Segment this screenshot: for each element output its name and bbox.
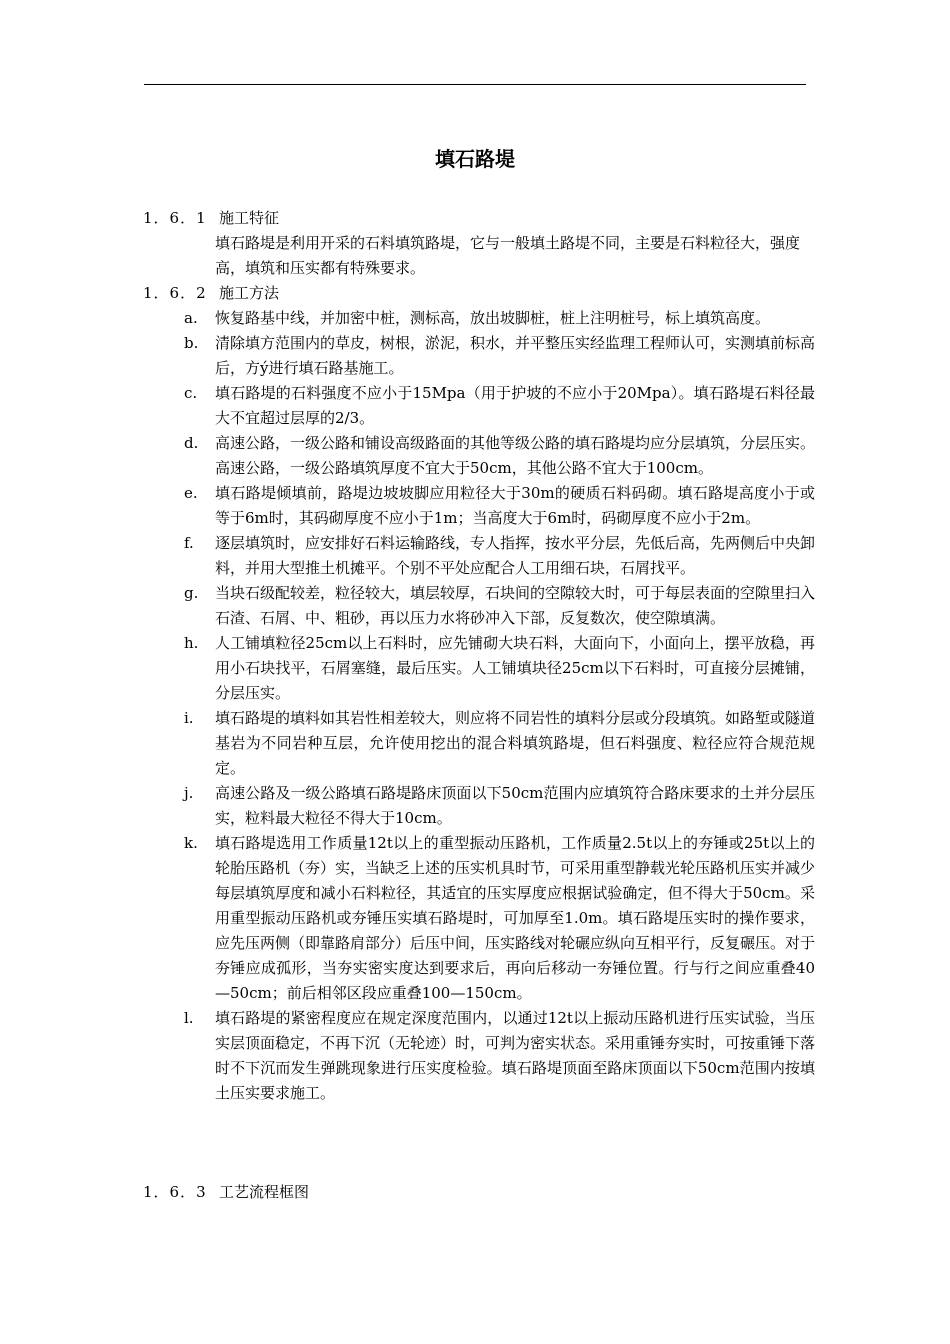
list-item	[170, 306, 815, 331]
list-item	[170, 431, 815, 481]
list-item	[170, 481, 815, 531]
header-rule	[144, 84, 806, 85]
list-item-text: 人工铺填粒径25cm以上石料时，应先铺砌大块石料，大面向下，小面向上，摆平放稳，再用小石块找平，石屑塞缝，最后压实。人工铺填块径25cm以下石料时，可直接分层摊铺，分层压实。	[215, 634, 815, 702]
list-item	[170, 781, 815, 831]
list-item-text: 高速公路，一级公路和铺设高级路面的其他等级公路的填石路堤均应分层填筑，分层压实。高速公路，一级公路填筑厚度不宜大于50cm，其他公路不宜大于100cm。	[215, 434, 816, 477]
list-marker: k.	[184, 834, 198, 852]
list-marker: j.	[184, 784, 194, 802]
list-marker: f.	[184, 534, 194, 552]
list-marker: b.	[184, 334, 199, 352]
list-item	[170, 331, 815, 381]
list-marker: h.	[184, 634, 199, 652]
list-item-text: 恢复路基中线，并加密中桩，测标高，放出坡脚桩，桩上注明桩号，标上填筑高度。	[215, 309, 771, 327]
list-item	[170, 631, 815, 706]
section-title: 施工方法	[219, 284, 280, 302]
section-heading-2	[143, 281, 279, 306]
list-item-text: 填石路堤的紧密程度应在规定深度范围内，以通过12t以上振动压路机进行压实试验，当压实层顶面稳定，不再下沉（无轮迹）时，可判为密实状态。采用重锤夯实时，可按重锤下落时不下沉而发生弹跳现象进行压实度检验。填石路堤顶面至路床顶面以下50cm范围内按填土压实要求施工。	[215, 1009, 816, 1102]
list-item	[170, 706, 815, 781]
list-marker: g.	[184, 584, 199, 602]
list-item-text: 填石路堤选用工作质量12t以上的重型振动压路机，工作质量2.5t以上的夯锤或25t以上的轮胎压路机（夯）实，当缺乏上述的压实机具时节，可采用重型静载光轮压路机压实并减少每层填筑厚度和减小石料粒径，其适宜的压实厚度应根据试验确定，但不得大于50cm。采用重型振动压路机或夯锤压实填石路堤时，可加厚至1.0m。填石路堤压实时的操作要求，应先压两侧（即靠路肩部分）后压中间，压实路线对轮碾应纵向互相平行，反复碾压。对于夯锤应成孤形，当夯实密实度达到要求后，再向后移动一夯锤位置。行与行之间应重叠40—50cm；前后相邻区段应重叠100—150cm。	[215, 834, 816, 1002]
list-marker: a.	[184, 309, 198, 327]
section-title: 施工特征	[219, 209, 280, 227]
list-marker: e.	[184, 484, 198, 502]
section-number: 1．6．1	[143, 209, 207, 227]
list-marker: i.	[184, 709, 194, 727]
list-item-text: 填石路堤的石料强度不应小于15Mpa（用于护坡的不应小于20Mpa）。填石路堤石料径最大不宜超过层厚的2/3。	[215, 384, 815, 427]
page-title: 填石路堤	[435, 147, 515, 171]
list-marker: c.	[184, 384, 198, 402]
list-item	[170, 831, 815, 1006]
list-item-text: 填石路堤的填料如其岩性相差较大，则应将不同岩性的填料分层或分段填筑。如路堑或隧道基岩为不同岩种互层，允许使用挖出的混合料填筑路堤，但石料强度、粒径应符合规范规定。	[215, 709, 816, 777]
list-item-text: 填石路堤倾填前，路堤边坡坡脚应用粒径大于30m的硬质石料码砌。填石路堤高度小于或等于6m时，其码砌厚度不应小于1m；当高度大于6m时，码砌厚度不应小于2m。	[215, 484, 815, 527]
section-number: 1．6．3	[143, 1183, 207, 1201]
list-item	[170, 381, 815, 431]
intro-paragraph: 填石路堤是利用开采的石料填筑路堤，它与一般填土路堤不同，主要是石料粒径大，强度高，填筑和压实都有特殊要求。	[215, 234, 801, 277]
list-marker: d.	[184, 434, 199, 452]
section-heading-1	[143, 206, 279, 231]
section-number: 1．6．2	[143, 284, 207, 302]
list-item-text: 清除填方范围内的草皮，树根，淤泥，积水，并平整压实经监理工程师认可，实测填前标高后，方ý进行填石路基施工。	[215, 334, 816, 377]
list-item	[170, 581, 815, 631]
section-title: 工艺流程框图	[219, 1183, 310, 1201]
list-item-text: 当块石级配较差，粒径较大，填层较厚，石块间的空隙较大时，可于每层表面的空隙里扫入石渣、石屑、中、粗砂，再以压力水将砂冲入下部，反复数次，使空隙填满。	[215, 584, 816, 627]
list-marker: l.	[184, 1009, 194, 1027]
list-item-text: 高速公路及一级公路填石路堤路床顶面以下50cm范围内应填筑符合路床要求的土并分层压实，粒料最大粒径不得大于10cm。	[215, 784, 815, 827]
construction-method-list	[170, 306, 815, 1106]
list-item	[170, 531, 815, 581]
list-item-text: 逐层填筑时，应安排好石料运输路线，专人指挥，按水平分层，先低后高，先两侧后中央卸料，并用大型推土机摊平。个别不平处应配合人工用细石块，石屑找平。	[215, 534, 816, 577]
section-heading-3	[143, 1180, 309, 1205]
list-item	[170, 1006, 815, 1106]
